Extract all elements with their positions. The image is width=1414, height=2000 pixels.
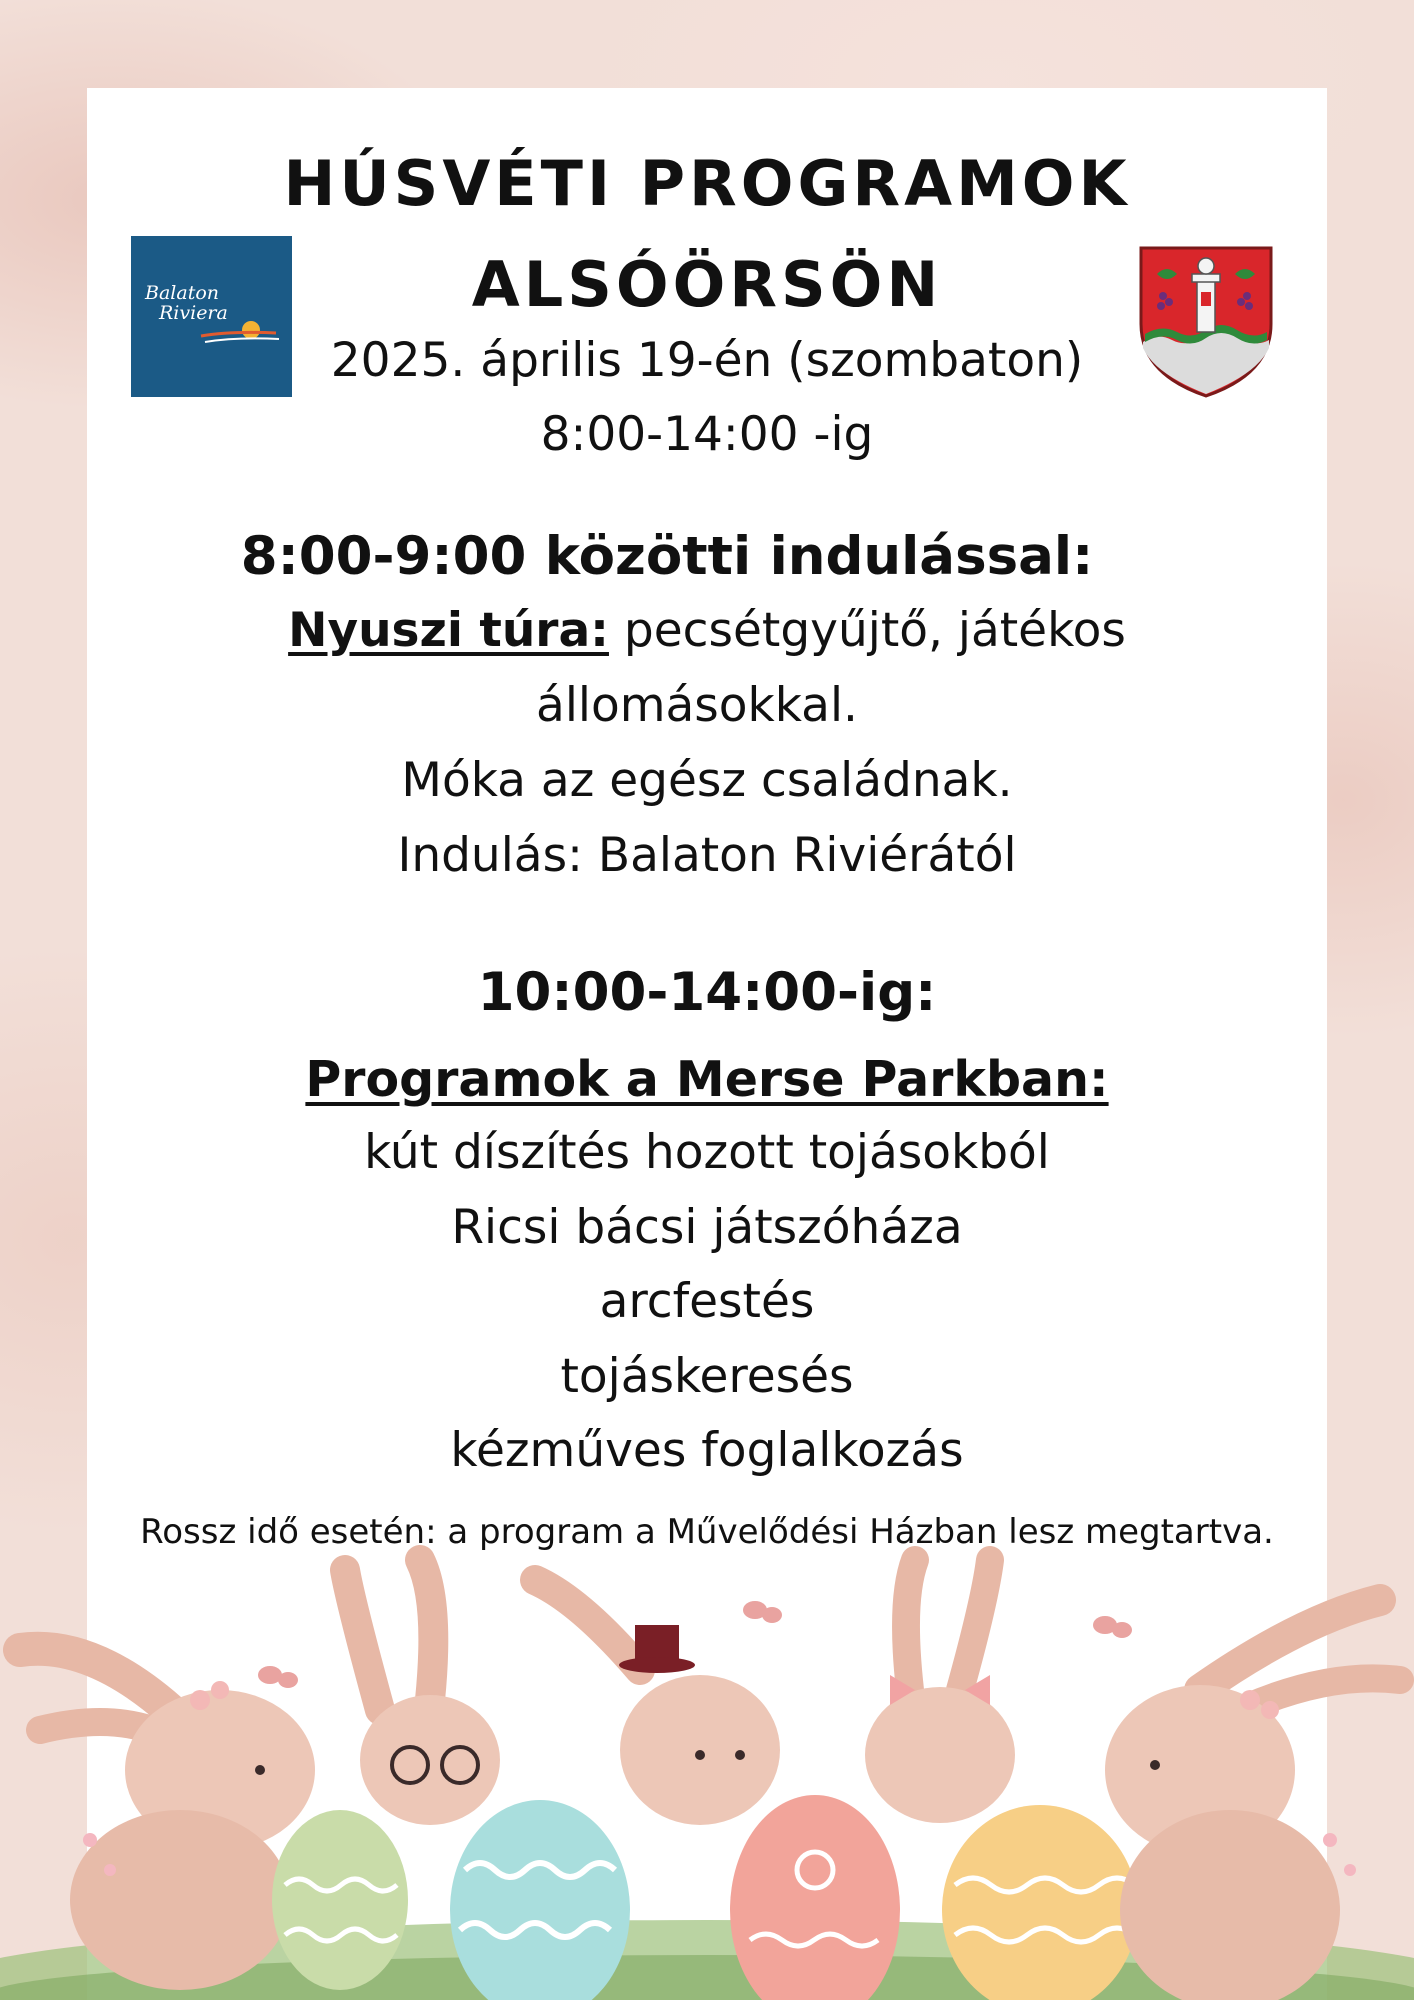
logo-line-2: Riviera	[159, 301, 228, 324]
title-line-2: ALSÓÖRSÖN	[471, 248, 943, 321]
tour-label: Nyuszi túra:	[288, 603, 609, 658]
weather-note: Rossz idő esetén: a program a Művelődési Házban lesz megtartva.	[140, 1512, 1274, 1552]
tour-line	[0, 603, 1414, 658]
section2-subheading: Programok a Merse Parkban:	[305, 1051, 1109, 1108]
section2-heading: 10:00-14:00-ig:	[477, 962, 937, 1023]
program-item: kút díszítés hozott tojásokból	[364, 1125, 1050, 1180]
easter-bunnies-eggs-illustration	[0, 1540, 1414, 2000]
title-line-1: HÚSVÉTI PROGRAMOK	[283, 147, 1131, 220]
event-date: 2025. április 19-én (szombaton)	[330, 333, 1084, 388]
program-item: arcfestés	[599, 1274, 815, 1329]
butterfly-icon	[258, 1601, 1132, 1688]
tour-text: pecsétgyűjtő, játékos	[608, 603, 1126, 658]
tour-line-4: Indulás: Balaton Riviérától	[397, 828, 1017, 883]
tour-line-3: Móka az egész családnak.	[401, 753, 1013, 808]
program-item: Ricsi bácsi játszóháza	[451, 1200, 963, 1255]
program-item: tojáskeresés	[560, 1349, 854, 1404]
program-item: kézműves foglalkozás	[450, 1423, 964, 1478]
logo-line-1: Balaton	[145, 282, 220, 304]
event-hours: 8:00-14:00 -ig	[540, 407, 874, 462]
section1-heading: 8:00-9:00 közötti indulással:	[240, 526, 1094, 587]
tour-line-2: állomásokkal.	[536, 678, 858, 733]
